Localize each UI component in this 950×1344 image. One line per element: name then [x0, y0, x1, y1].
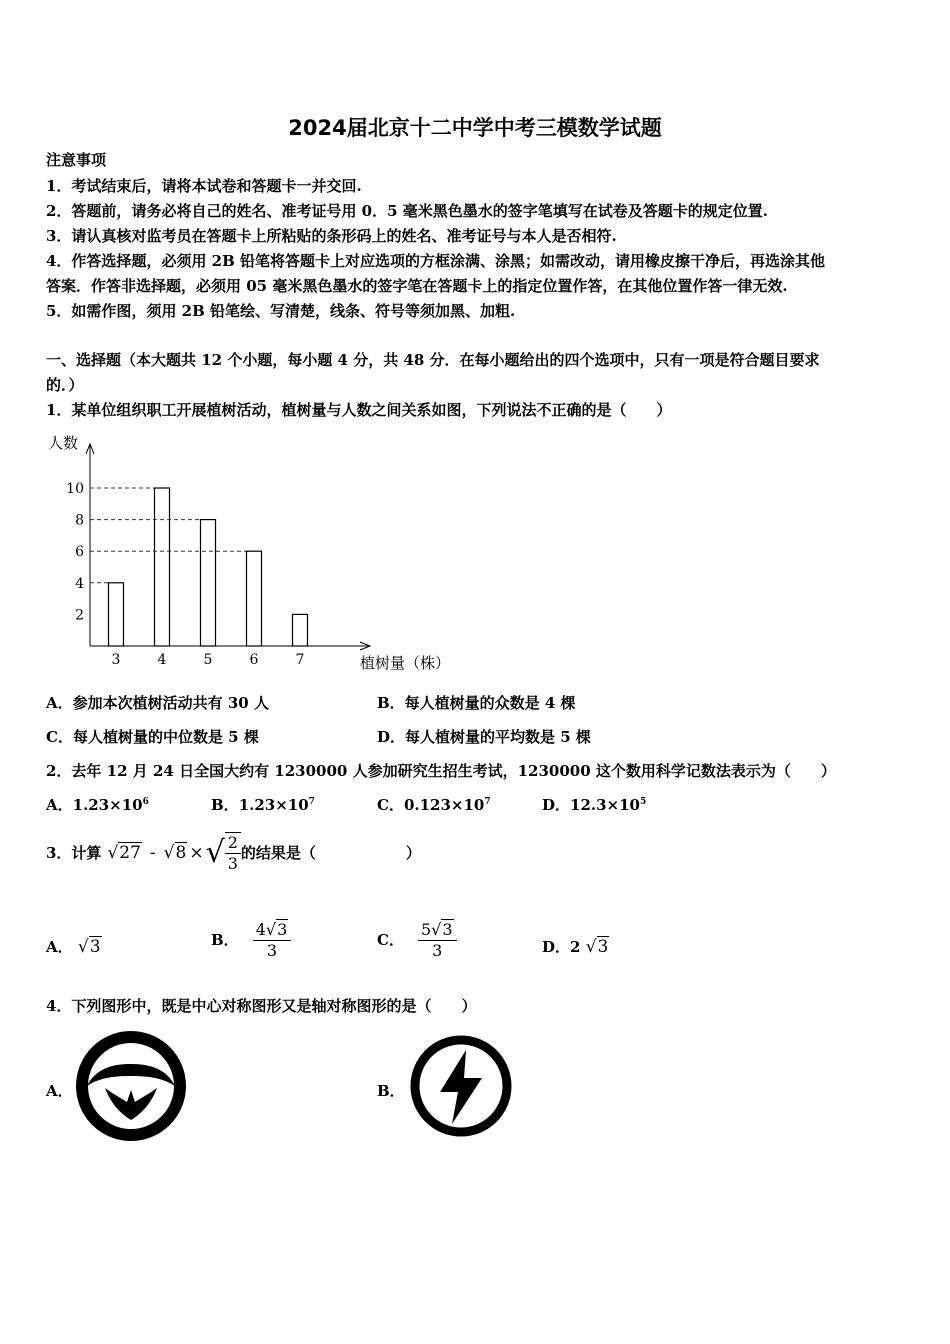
- q1-bar-chart: [40, 428, 480, 678]
- lightning-icon: [440, 1050, 482, 1124]
- q2-option-a: A．$1.23\times 10^6$: [46, 796, 149, 814]
- x-tick-label: 6: [249, 652, 259, 668]
- sqrt-fraction: $\frac{2}{3}$: [225, 832, 241, 874]
- sqrt-27: √27: [107, 843, 141, 863]
- q1-option-a: A．参加本次植树活动共有 30 人: [46, 694, 269, 712]
- q1-option-d: D．每人植树量的平均数是 5 棵: [377, 728, 591, 746]
- q1-option-c: C．每人植树量的中位数是 5 棵: [46, 728, 259, 746]
- x-axis-label: 植树量（株）: [360, 654, 451, 672]
- q3-suffix: 的结果是（ ）: [240, 844, 421, 862]
- notice-heading: 注意事项: [46, 151, 107, 169]
- x-tick-label: 5: [203, 652, 213, 668]
- radical-sign: √: [205, 835, 225, 870]
- notice-item: 答案．作答非选择题，必须用 05 毫米黑色墨水的签字笔在答题卡上的指定位置作答，在其他位置作答一律无效.: [46, 277, 788, 295]
- bar: [247, 551, 262, 646]
- y-tick-label: 8: [75, 512, 84, 529]
- x-tick-label: 7: [295, 652, 305, 668]
- section-heading-cont: 的．）: [46, 376, 84, 394]
- q3-option-b: B． $\frac{4√3}{3}$: [211, 915, 291, 965]
- q4-figure-a: [75, 1030, 187, 1142]
- x-tick-label: 4: [157, 652, 167, 668]
- q3-option-c: C． $\frac{5√3}{3}$: [377, 915, 457, 965]
- y-axis-label: 人数: [48, 434, 79, 452]
- y-tick-label: 6: [75, 544, 84, 561]
- q2-option-b: B．$1.23\times 10^7$: [211, 796, 315, 814]
- q3-stem: [46, 827, 421, 879]
- ring-shape: [82, 1037, 180, 1135]
- notice-item: 4．作答选择题，必须用 2B 铅笔将答题卡上对应选项的方框涂满、涂黑；如需改动，请用橡皮擦干净后，再选涂其他: [46, 252, 826, 270]
- page-title: 2024届北京十二中学中考三模数学试题: [288, 116, 662, 140]
- minus-sign: -: [149, 843, 156, 863]
- y-tick-label: 10: [66, 481, 84, 497]
- q4-option-b-label: B．: [377, 1082, 405, 1100]
- q1-stem: 1．某单位组织职工开展植树活动，植树量与人数之间关系如图，下列说法不正确的是（ ）: [46, 401, 672, 419]
- times-sign: ×: [189, 843, 204, 863]
- y-tick-label: 2: [75, 607, 84, 624]
- q2-stem: 2．去年 12 月 24 日全国大约有 1230000 人参加研究生招生考试，1230000 这个数用科学记数法表示为（ ）: [46, 762, 836, 780]
- bar: [109, 583, 124, 646]
- q2-option-c: C．$0.123\times 10^7$: [377, 796, 491, 814]
- x-tick-label: 3: [111, 652, 121, 668]
- notice-item: 3．请认真核对监考员在答题卡上所粘贴的条形码上的姓名、准考证号与本人是否相符.: [46, 227, 617, 245]
- q4-option-a-label: A．: [46, 1082, 73, 1100]
- notice-item: 5．如需作图，须用 2B 铅笔绘、写清楚，线条、符号等须加黑、加粗.: [46, 302, 516, 320]
- q3-option-d: D．2 √3: [542, 937, 609, 957]
- q4-stem: 4．下列图形中，既是中心对称图形又是轴对称图形的是（ ）: [46, 997, 477, 1015]
- bar: [293, 614, 308, 646]
- section-heading: 一、选择题（本大题共 12 个小题，每小题 4 分，共 48 分．在每小题给出的四个选项中，只有一项是符合题目要求: [46, 351, 820, 369]
- heart-shape: [105, 1088, 157, 1120]
- q2-option-d: D．$12.3\times 10^5$: [542, 796, 647, 814]
- bar: [155, 488, 170, 646]
- sqrt-8: √8: [163, 843, 187, 863]
- bar: [201, 520, 216, 646]
- q4-figure-b: [406, 1030, 516, 1142]
- band-shape: [87, 1064, 175, 1086]
- notice-item: 1．考试结束后，请将本试卷和答题卡一并交回.: [46, 177, 362, 195]
- y-tick-label: 4: [75, 575, 84, 592]
- q1-option-b: B．每人植树量的众数是 4 棵: [377, 694, 576, 712]
- notice-item: 2．答题前，请务必将自己的姓名、准考证号用 0．5 毫米黑色墨水的签字笔填写在试卷及答题卡的规定位置.: [46, 202, 768, 220]
- q3-option-a: A． √3: [46, 937, 101, 957]
- q3-prefix: 3．计算: [46, 844, 102, 862]
